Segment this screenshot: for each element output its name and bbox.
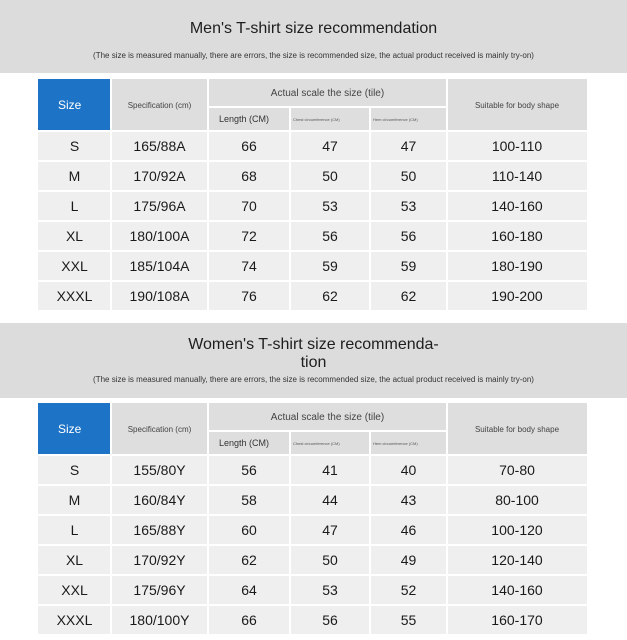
cell-spec: 180/100A	[111, 221, 208, 251]
cell-hem: 52	[370, 575, 447, 605]
womens-size-table	[38, 403, 587, 635]
cell-size: XXL	[38, 251, 111, 281]
cell-length: 70	[208, 191, 290, 221]
cell-chest: 41	[290, 455, 370, 485]
header-sub-separator	[208, 106, 447, 108]
header-hem: Hem circumference (CM)	[370, 107, 447, 131]
cell-size: XL	[38, 221, 111, 251]
column-separator	[446, 79, 448, 311]
header-size: Size	[38, 79, 111, 131]
cell-size: XXL	[38, 575, 111, 605]
cell-length: 74	[208, 251, 290, 281]
cell-body: 100-110	[447, 131, 587, 161]
cell-size: XL	[38, 545, 111, 575]
mens-title: Men's T-shirt size recommendation	[189, 20, 438, 37]
womens-title-line2: tion	[300, 354, 327, 371]
cell-length: 76	[208, 281, 290, 311]
cell-length: 66	[208, 131, 290, 161]
womens-note: (The size is measured manually, there are errors, the size is recommended size, the actual product received is mainly try-on)	[93, 375, 534, 384]
header-body-shape: Suitable for body shape	[447, 79, 587, 131]
row-separator	[38, 250, 587, 252]
cell-length: 68	[208, 161, 290, 191]
cell-body: 180-190	[447, 251, 587, 281]
cell-chest: 44	[290, 485, 370, 515]
cell-body: 120-140	[447, 545, 587, 575]
cell-hem: 49	[370, 545, 447, 575]
row-separator	[38, 604, 587, 606]
header-chest: Chest circumference (CM)	[290, 107, 370, 131]
cell-spec: 185/104A	[111, 251, 208, 281]
cell-body: 140-160	[447, 575, 587, 605]
cell-length: 66	[208, 605, 290, 635]
cell-size: L	[38, 191, 111, 221]
cell-chest: 47	[290, 515, 370, 545]
cell-hem: 50	[370, 161, 447, 191]
mens-size-table	[38, 79, 587, 311]
cell-body: 100-120	[447, 515, 587, 545]
cell-chest: 47	[290, 131, 370, 161]
cell-spec: 175/96A	[111, 191, 208, 221]
cell-spec: 170/92A	[111, 161, 208, 191]
cell-hem: 47	[370, 131, 447, 161]
cell-chest: 59	[290, 251, 370, 281]
cell-length: 62	[208, 545, 290, 575]
cell-body: 160-170	[447, 605, 587, 635]
cell-body: 160-180	[447, 221, 587, 251]
header-size: Size	[38, 403, 111, 455]
cell-chest: 53	[290, 575, 370, 605]
cell-size: L	[38, 515, 111, 545]
cell-chest: 50	[290, 161, 370, 191]
mens-note: (The size is measured manually, there are errors, the size is recommended size, the actual product received is mainly try-on)	[93, 51, 534, 60]
cell-spec: 175/96Y	[111, 575, 208, 605]
header-chest: Chest circumference (CM)	[290, 431, 370, 455]
row-separator	[38, 634, 587, 636]
cell-size: M	[38, 161, 111, 191]
header-length: Length (CM)	[208, 107, 290, 131]
cell-size: XXXL	[38, 281, 111, 311]
column-separator	[207, 79, 209, 311]
header-hem: Hem circumference (CM)	[370, 431, 447, 455]
cell-length: 64	[208, 575, 290, 605]
cell-hem: 46	[370, 515, 447, 545]
column-separator	[110, 79, 112, 311]
cell-size: M	[38, 485, 111, 515]
cell-size: S	[38, 455, 111, 485]
womens-title-line1: Women's T-shirt size recommenda-	[188, 336, 439, 353]
cell-body: 80-100	[447, 485, 587, 515]
cell-spec: 190/108A	[111, 281, 208, 311]
row-separator	[38, 160, 587, 162]
header-actual-scale: Actual scale the size (tile)	[208, 403, 447, 431]
row-separator	[38, 130, 587, 132]
cell-hem: 40	[370, 455, 447, 485]
cell-spec: 160/84Y	[111, 485, 208, 515]
header-body-shape: Suitable for body shape	[447, 403, 587, 455]
column-separator	[446, 403, 448, 635]
cell-chest: 53	[290, 191, 370, 221]
row-separator	[38, 514, 587, 516]
row-separator	[38, 574, 587, 576]
cell-spec: 155/80Y	[111, 455, 208, 485]
row-separator	[38, 454, 587, 456]
column-separator	[110, 403, 112, 635]
cell-size: XXXL	[38, 605, 111, 635]
header-specification: Specification (cm)	[111, 403, 208, 455]
cell-chest: 56	[290, 605, 370, 635]
cell-body: 190-200	[447, 281, 587, 311]
cell-body: 140-160	[447, 191, 587, 221]
cell-hem: 43	[370, 485, 447, 515]
header-length: Length (CM)	[208, 431, 290, 455]
cell-spec: 165/88A	[111, 131, 208, 161]
column-separator	[207, 403, 209, 635]
cell-hem: 62	[370, 281, 447, 311]
cell-length: 72	[208, 221, 290, 251]
cell-body: 110-140	[447, 161, 587, 191]
cell-chest: 50	[290, 545, 370, 575]
row-separator	[38, 280, 587, 282]
cell-body: 70-80	[447, 455, 587, 485]
header-sub-separator	[208, 430, 447, 432]
cell-spec: 170/92Y	[111, 545, 208, 575]
row-separator	[38, 484, 587, 486]
cell-spec: 180/100Y	[111, 605, 208, 635]
womens-banner	[0, 323, 627, 398]
mens-banner	[0, 0, 627, 73]
row-separator	[38, 220, 587, 222]
cell-size: S	[38, 131, 111, 161]
cell-length: 56	[208, 455, 290, 485]
header-specification: Specification (cm)	[111, 79, 208, 131]
row-separator	[38, 544, 587, 546]
cell-chest: 62	[290, 281, 370, 311]
header-actual-scale: Actual scale the size (tile)	[208, 79, 447, 107]
cell-length: 60	[208, 515, 290, 545]
cell-spec: 165/88Y	[111, 515, 208, 545]
row-separator	[38, 310, 587, 312]
cell-chest: 56	[290, 221, 370, 251]
cell-hem: 59	[370, 251, 447, 281]
cell-hem: 53	[370, 191, 447, 221]
cell-length: 58	[208, 485, 290, 515]
cell-hem: 56	[370, 221, 447, 251]
cell-hem: 55	[370, 605, 447, 635]
womens-title	[0, 336, 627, 372]
row-separator	[38, 190, 587, 192]
